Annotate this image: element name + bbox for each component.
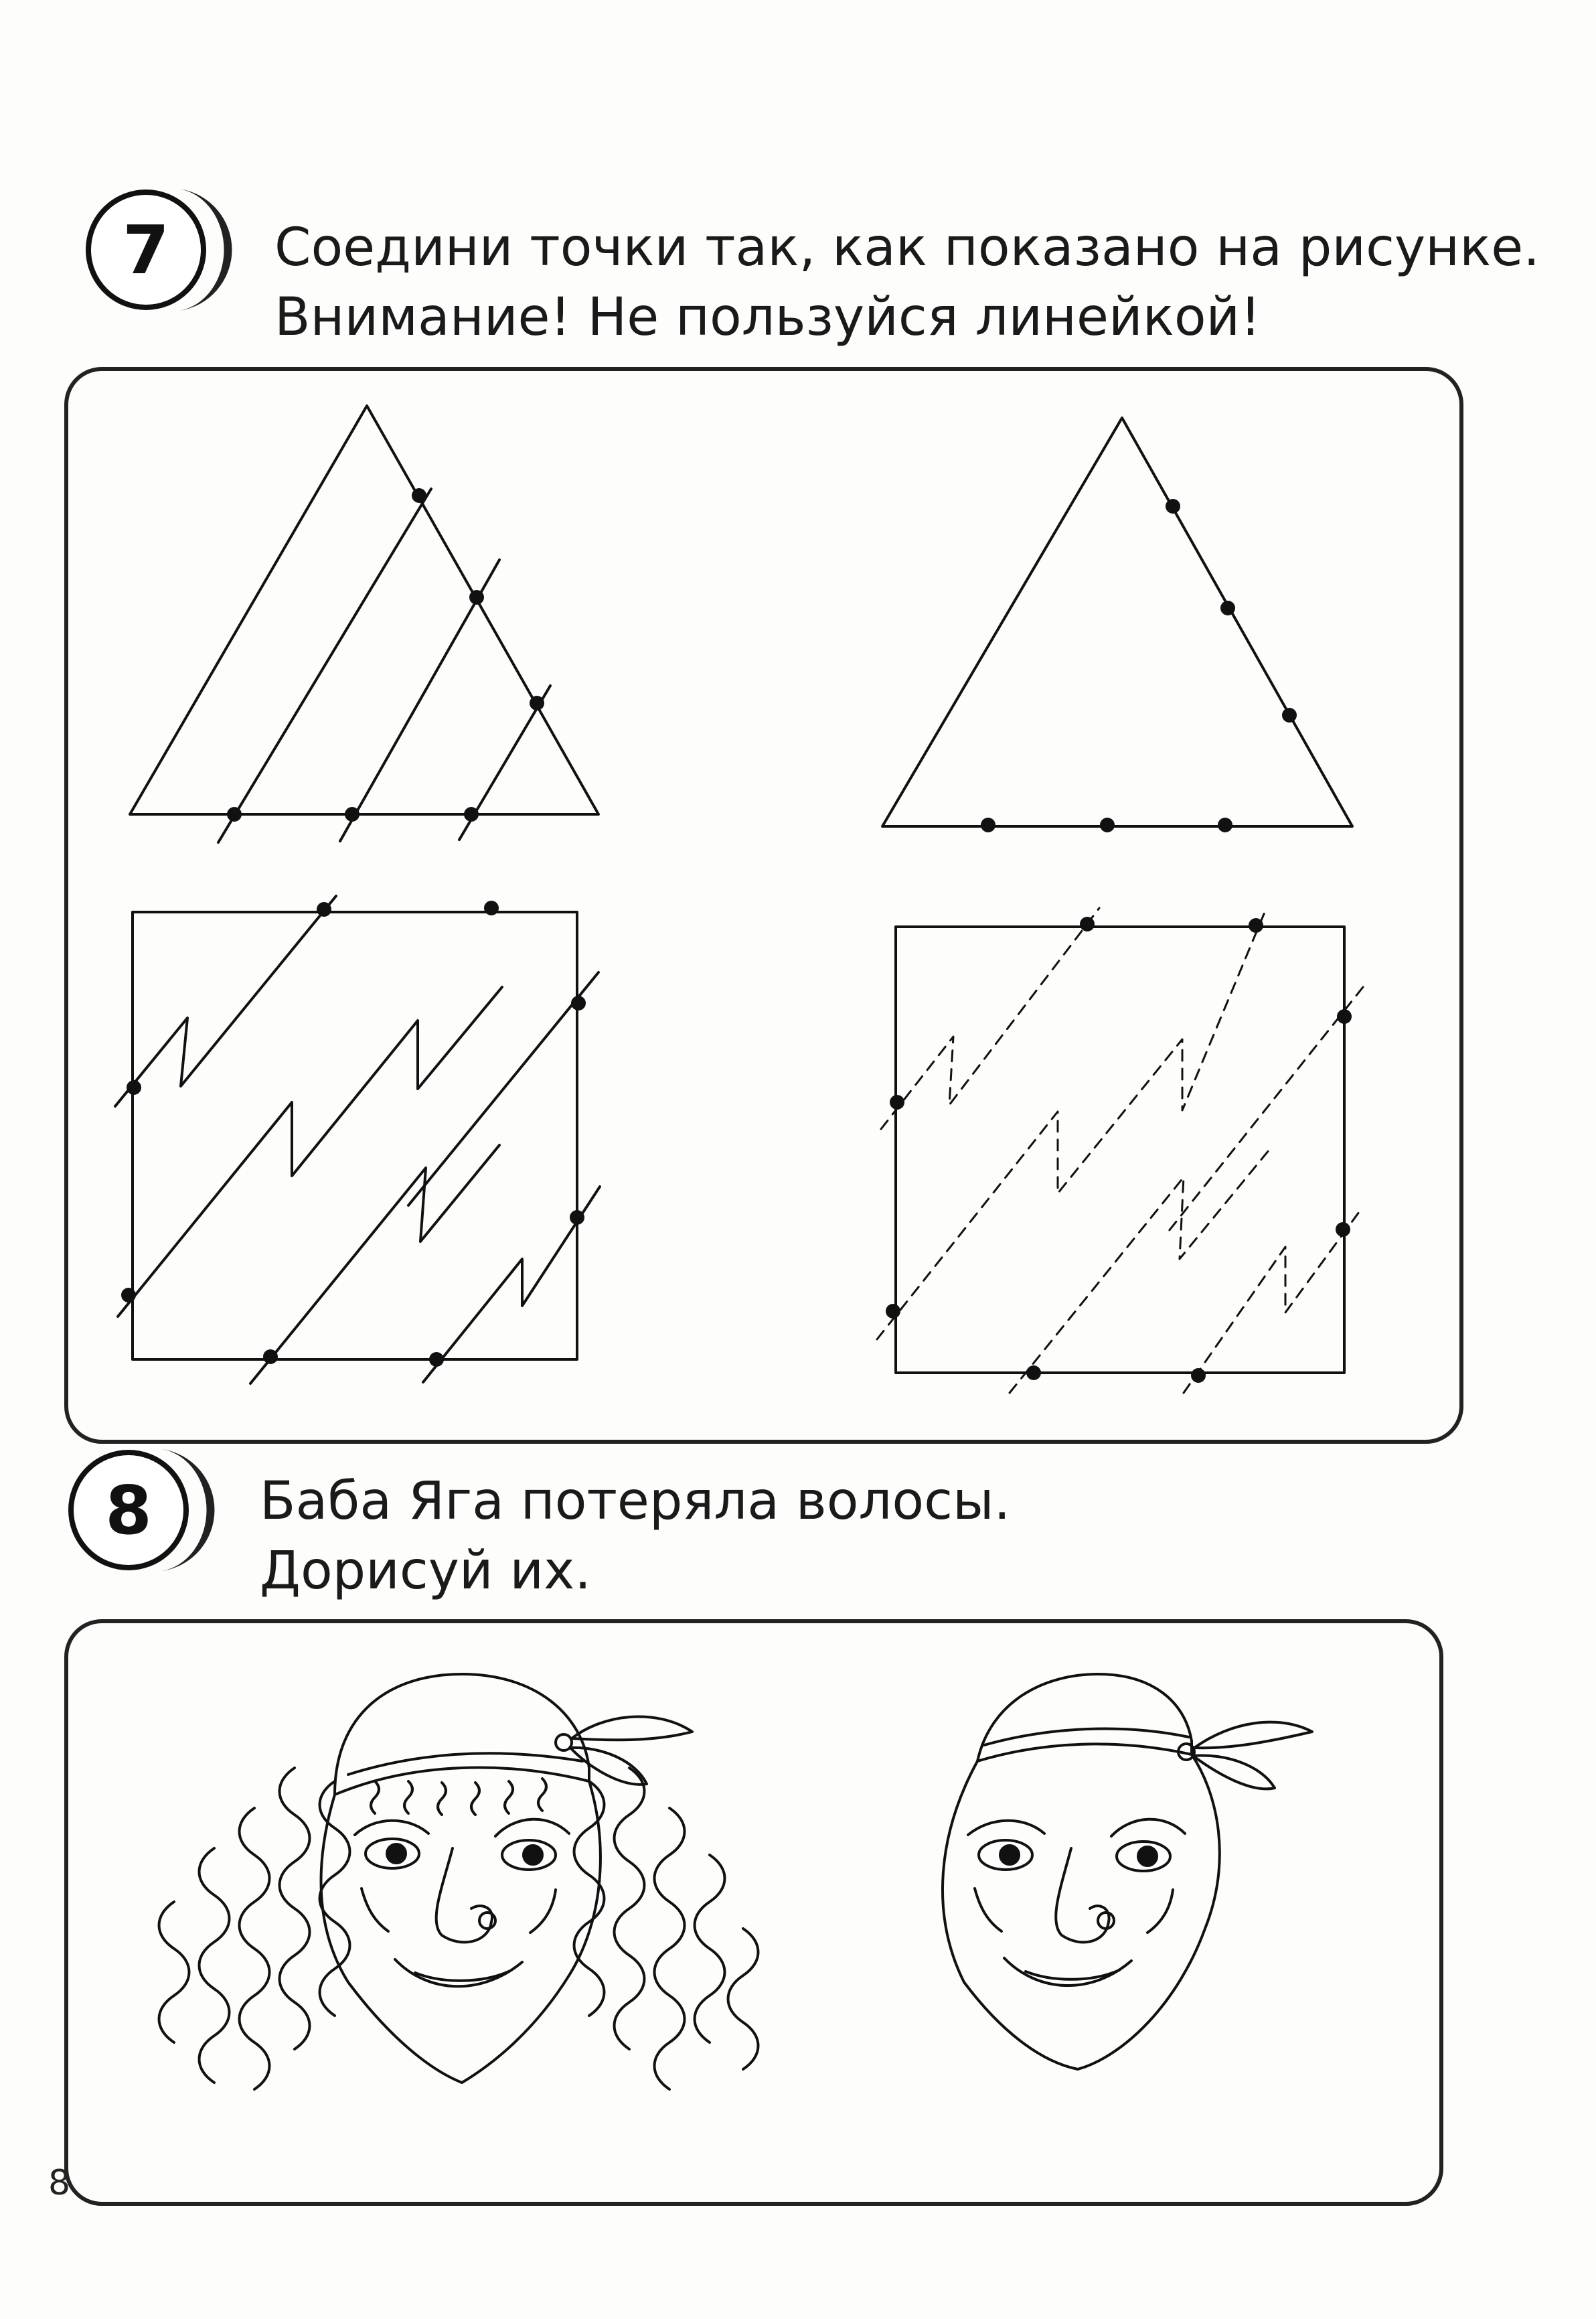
task-7-line-2: Внимание! Не пользуйся линейкой! <box>274 287 1261 348</box>
page-number: 8 <box>48 2163 71 2203</box>
baba-yaga-with-hair <box>159 1674 759 2089</box>
task-8-number: 8 <box>105 1471 152 1550</box>
square-example <box>115 896 600 1383</box>
triangle-example <box>130 406 598 842</box>
task-7-number: 7 <box>123 210 169 289</box>
baba-yaga-without-hair <box>943 1674 1312 2069</box>
square-exercise <box>877 908 1363 1393</box>
task-7-line-1: Соедини точки так, как показано на рисунке. <box>274 218 1540 278</box>
task-8-line-1: Баба Яга потеряла волосы. <box>260 1471 1011 1531</box>
task-8-line-2: Дорисуй их. <box>260 1541 592 1601</box>
triangle-exercise <box>882 418 1352 832</box>
